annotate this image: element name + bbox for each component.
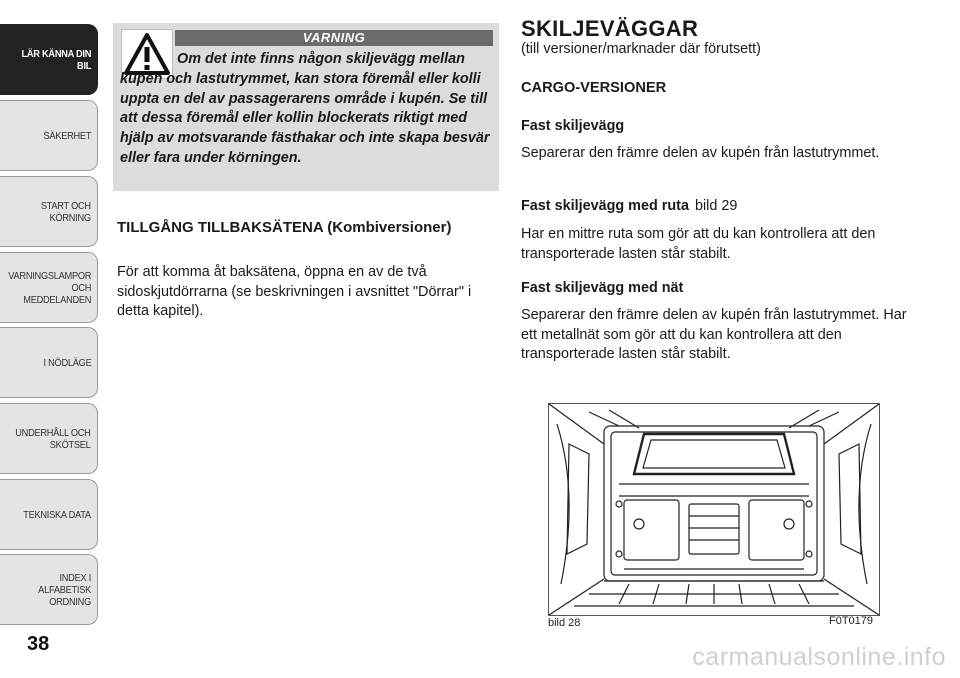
tab-underhall-och-skotsel[interactable]: UNDERHÅLL OCH SKÖTSEL [0,403,98,474]
subheading-skiljevagg-med-nat: Fast skiljevägg med nät [521,280,684,296]
page-number: 38 [27,633,50,655]
paragraph-baksatena: För att komma åt baksätena, öppna en av de två sidoskjutdörrarna (se beskrivningen i avsnittet "Dörrar" i detta kapitel). [117,264,472,319]
subheading-skiljevagg-med-ruta: Fast skiljevägg med ruta bild 29 [521,198,738,214]
section-heading-cargo: CARGO-VERSIONER [521,80,667,96]
subheading-fast-skiljevagg: Fast skiljevägg [521,118,625,134]
tab-tekniska-data[interactable]: TEKNISKA DATA [0,479,98,550]
tab-index[interactable]: INDEX I ALFABETISK ORDNING [0,554,98,625]
partition-illustration [548,403,880,616]
tab-varningslampor[interactable]: VARNINGSLAMPOR OCH MEDDELANDEN [0,252,98,323]
page-subtitle: (till versioner/marknader där förutsett) [521,41,761,57]
tab-lar-kanna-din-bil[interactable]: LÄR KÄNNA DIN BIL [0,24,98,95]
figure-reference-link[interactable]: bild 29 [694,198,738,214]
figure-caption: bild 28 [548,617,581,629]
section-heading-baksatena: TILLGÅNG TILLBAKSÄTENA (Kombiversioner) [117,219,452,236]
warning-box [113,23,499,191]
warning-text: Om det inte finns någon skiljevägg mellan kupén och lastutrymmet, kan stora föremål eller kolli uppta en del av passagerarens område i kupén. Se till att dessa föremål eller kollin blockerats riktigt med hjälp av motsvarande fästhakar och inte skapa besvär eller fara under körningen. [120,51,490,166]
paragraph-skiljevagg-med-nat: Separerar den främre delen av kupén från lastutrymmet. Har ett metallnät som gör att du kan kontrollera att den transporterade lasten står stabilt. [521,307,907,362]
paragraph-skiljevagg-med-ruta: Har en mittre ruta som gör att du kan kontrollera att den transporterade lasten står stabilt. [521,226,876,262]
paragraph-fast-skiljevagg: Separerar den främre delen av kupén från lastutrymmet. [521,145,880,161]
tab-sakerhet[interactable]: SÄKERHET [0,100,98,171]
page-title: SKILJEVÄGGAR [521,16,699,41]
tab-i-nodlage[interactable]: I NÖDLÄGE [0,327,98,398]
tab-start-och-korning[interactable]: START OCH KÖRNING [0,176,98,247]
watermark-text: carmanualsonline.info [692,643,946,671]
warning-label: VARNING [175,30,493,46]
figure-code: F0T0179 [829,615,874,627]
